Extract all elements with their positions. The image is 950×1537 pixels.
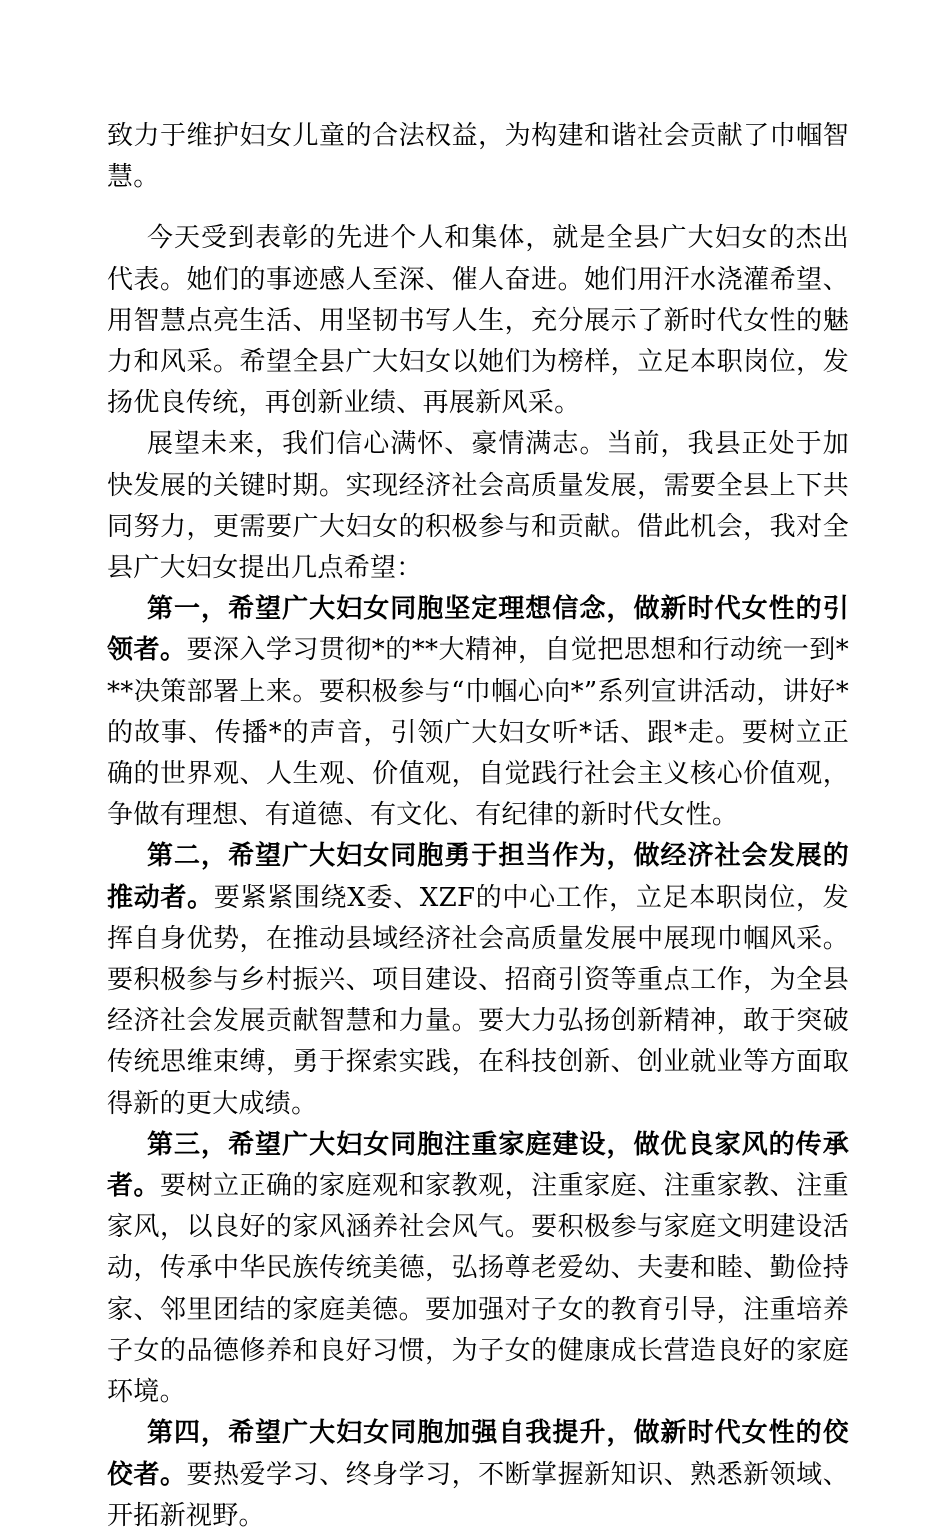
paragraph-lead-heading: 第四，希望广大妇女同胞加强自我提升，做新时代女性的佼佼者。 <box>107 1418 849 1490</box>
paragraph-lead-heading: 第一，希望广大妇女同胞坚定理想信念，做新时代女性的引领者。 <box>107 594 849 666</box>
paragraph-lead-heading: 第二，希望广大妇女同胞勇于担当作为，做经济社会发展的推动者。 <box>107 841 849 913</box>
paragraph-text: 要树立正确的家庭观和家教观，注重家庭、注重家教、注重家风，以良好的家风涵养社会风气。要积极参与家庭文明建设活动，传承中华民族传统美德，弘扬尊老爱幼、夫妻和睦、勤俭持家、邻里团结的家庭美德。要加强对子女的教育引导，注重培养子女的品德修养和良好习惯，为子女的健康成长营造良好的家庭环境。 <box>107 1171 849 1408</box>
paragraph-text: 要紧紧围绕X委、XZF的中心工作，立足本职岗位，发挥自身优势，在推动县域经济社会高质量发展中展现巾帼风采。要积极参与乡村振兴、项目建设、招商引资等重点工作，为全县经济社会发展贡献智慧和力量。要大力弘扬创新精神，敢于突破传统思维束缚，勇于探索实践，在科技创新、创业就业等方面取得新的更大成绩。 <box>107 882 849 1119</box>
paragraph-hope-first <box>107 589 849 836</box>
paragraph-hope-fourth <box>107 1413 849 1537</box>
paragraph-text: 要热爱学习、终身学习，不断掌握新知识、熟悉新领域、开拓新视野。 <box>107 1459 849 1531</box>
paragraph-hope-second <box>107 836 849 1124</box>
paragraph-text: 展望未来，我们信心满怀、豪情满志。当前，我县正处于加快发展的关键时期。实现经济社会高质量发展，需要全县上下共同努力，更需要广大妇女的积极参与和贡献。借此机会，我对全县广大妇女提出几点希望： <box>107 429 849 584</box>
paragraph-text: 今天受到表彰的先进个人和集体，就是全县广大妇女的杰出代表。她们的事迹感人至深、催人奋进。她们用汗水浇灌希望、用智慧点亮生活、用坚韧书写人生，充分展示了新时代女性的魅力和风采。希望全县广大妇女以她们为榜样，立足本职岗位，发扬优良传统，再创新业绩、再展新风采。 <box>107 223 849 419</box>
paragraph-text: 致力于维护妇女儿童的合法权益，为构建和谐社会贡献了巾帼智慧。 <box>107 121 849 193</box>
paragraph-text: 要深入学习贯彻*的**大精神，自觉把思想和行动统一到***决策部署上来。要积极参与“巾帼心向*”系列宣讲活动，讲好*的故事、传播*的声音，引领广大妇女听*话、跟*走。要树立正确的世界观、人生观、价值观，自觉践行社会主义核心价值观，争做有理想、有道德、有文化、有纪律的新时代女性。 <box>107 635 849 831</box>
paragraph-commendation <box>107 218 849 424</box>
paragraph-hope-third <box>107 1125 849 1413</box>
paragraph-outlook <box>107 424 849 589</box>
paragraph-continuation <box>107 116 849 198</box>
paragraph-lead-heading: 第三，希望广大妇女同胞注重家庭建设，做优良家风的传承者。 <box>107 1129 849 1202</box>
document-body <box>107 116 849 1537</box>
